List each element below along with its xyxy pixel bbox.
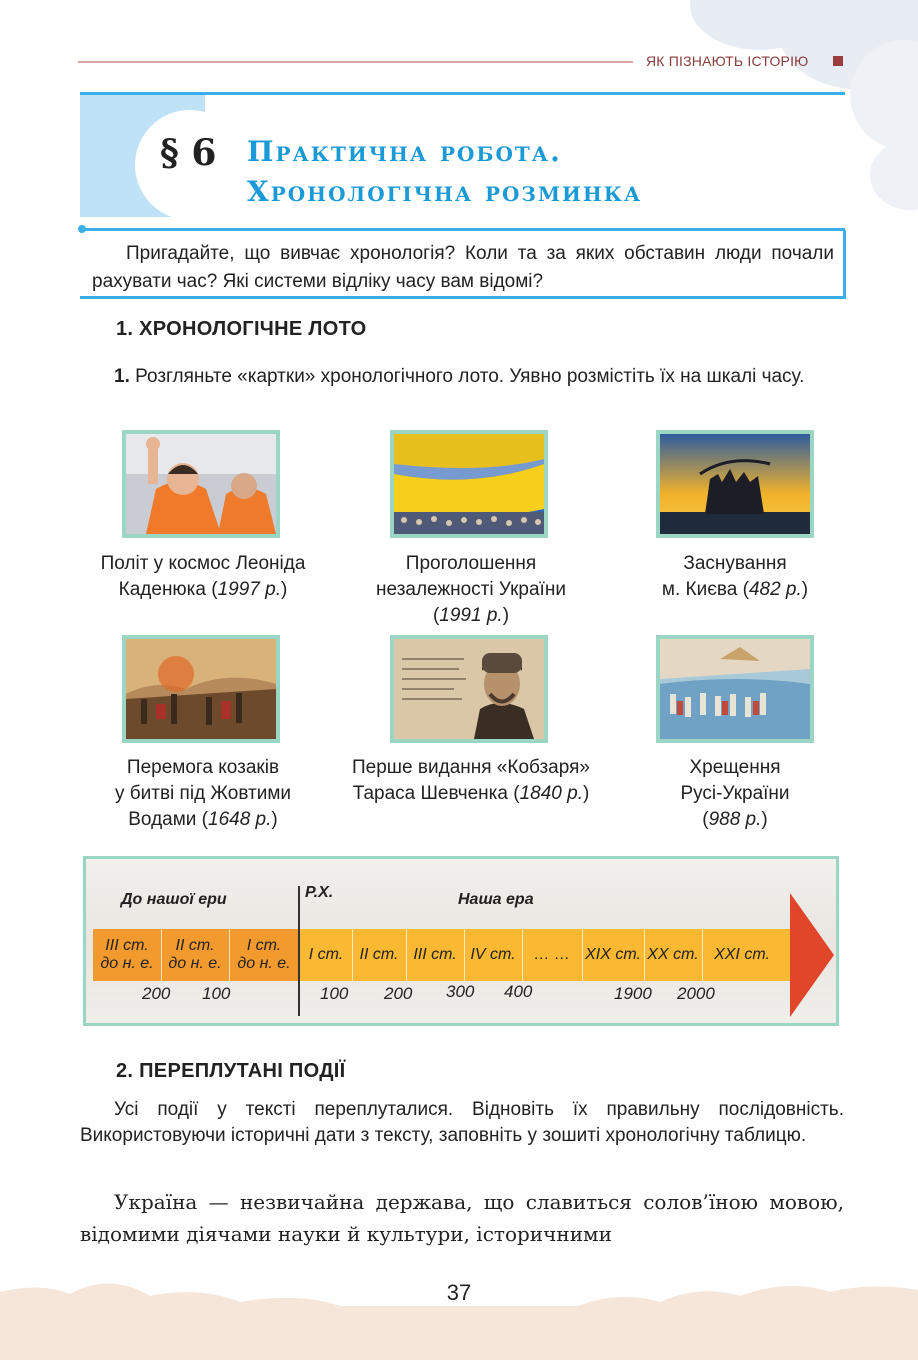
section-2-main-text: Україна — незвичайна держава, що славиться солов’їною мовою, відомими діячами науки й культури, історичними <box>80 1190 844 1246</box>
timeline-arrow-head <box>790 893 834 1017</box>
bottom-decoration <box>0 1262 918 1360</box>
timeline-rx-label: Р.Х. <box>305 884 334 901</box>
timeline-cell-ad-3: III ст. <box>406 929 465 981</box>
timeline-cell-ad-20: XX ст. <box>644 929 703 981</box>
section-1-task <box>80 364 844 390</box>
timeline-tick: 1900 <box>614 984 652 1003</box>
task-text: Розгляньте «картки» хронологічного лото. Уявно розмістіть їх на шкалі часу. <box>129 366 805 387</box>
timeline-bc-label: До нашої ери <box>121 891 227 908</box>
caption-cossack-victory: Перемога козаків у битві під Жовтими Водами (1648 р.) <box>114 757 291 830</box>
caption-kyiv-founding: Заснування м. Києва (482 р.) <box>661 553 809 600</box>
photo-cossack-battle <box>122 635 280 743</box>
running-head-square <box>833 56 843 66</box>
timeline-cell-ad-19: XIX ст. <box>582 929 645 981</box>
timeline-cell-bc-3: III ст. до н. е. <box>93 929 162 981</box>
caption-baptism: Хрещення Русі-України (988 р.) <box>680 757 790 830</box>
section-2-task: Усі події у тексті переплуталися. Відновіть їх правильну послідовність. Використовуючи історичні дати з тексту, заповніть у зошиті хронологічну таблицю. <box>80 1099 844 1146</box>
timeline-tick: 400 <box>504 982 533 1001</box>
timeline-cell-ad-4: IV ст. <box>464 929 523 981</box>
intro-questions: Пригадайте, що вивчає хронологія? Коли та за яких обставин люди почали рахувати час? Які системи відліку часу вам відомі? <box>92 243 834 292</box>
paragraph-number: § 6 <box>160 132 217 174</box>
section-1-heading: 1. ХРОНОЛОГІЧНЕ ЛОТО <box>116 318 367 340</box>
caption-cosmonaut: Політ у космос Леоніда Каденюка (1997 р.) <box>100 553 306 600</box>
photo-baptism-of-rus <box>656 635 814 743</box>
timeline-tick: 100 <box>202 984 231 1003</box>
timeline-ad-label: Наша ера <box>458 891 534 908</box>
timeline-tick: 100 <box>320 984 349 1003</box>
timeline-cell-ad-2: II ст. <box>352 929 407 981</box>
photo-shevchenko-kobzar <box>390 635 548 743</box>
page-number: 37 <box>446 1280 472 1305</box>
title-line-2: Хронологічна розминка <box>247 175 643 208</box>
running-head: ЯК ПІЗНАЮТЬ ІСТОРІЮ <box>646 53 809 69</box>
timeline-cell-ad-21: XXI ст. <box>714 946 770 963</box>
photo-independence-flag <box>390 430 548 538</box>
task-number: 1. <box>114 366 130 387</box>
timeline-cell-ellipsis: … … <box>522 929 583 981</box>
section-2-heading: 2. ПЕРЕПЛУТАНІ ПОДІЇ <box>116 1060 346 1082</box>
caption-kobzar: Перше видання «Кобзаря» Тараса Шевченка (1840 р.) <box>352 757 590 804</box>
photo-kyiv-monument <box>656 430 814 538</box>
timeline-cell-bc-2: II ст. до н. е. <box>161 929 230 981</box>
timeline-cell-ad-1: I ст. <box>300 929 353 981</box>
timeline-tick: 300 <box>446 982 475 1001</box>
title-line-1: Практична робота. <box>247 135 562 168</box>
timeline-tick: 2000 <box>677 984 715 1003</box>
caption-independence: Проголошення незалежності України (1991 р.) <box>376 553 566 626</box>
page-title <box>247 132 642 212</box>
timeline-tick: 200 <box>142 984 171 1003</box>
header-rule <box>78 61 633 63</box>
photo-cosmonaut <box>122 430 280 538</box>
timeline-cell-bc-1: I ст. до н. е. <box>237 937 291 972</box>
timeline-tick: 200 <box>384 984 413 1003</box>
